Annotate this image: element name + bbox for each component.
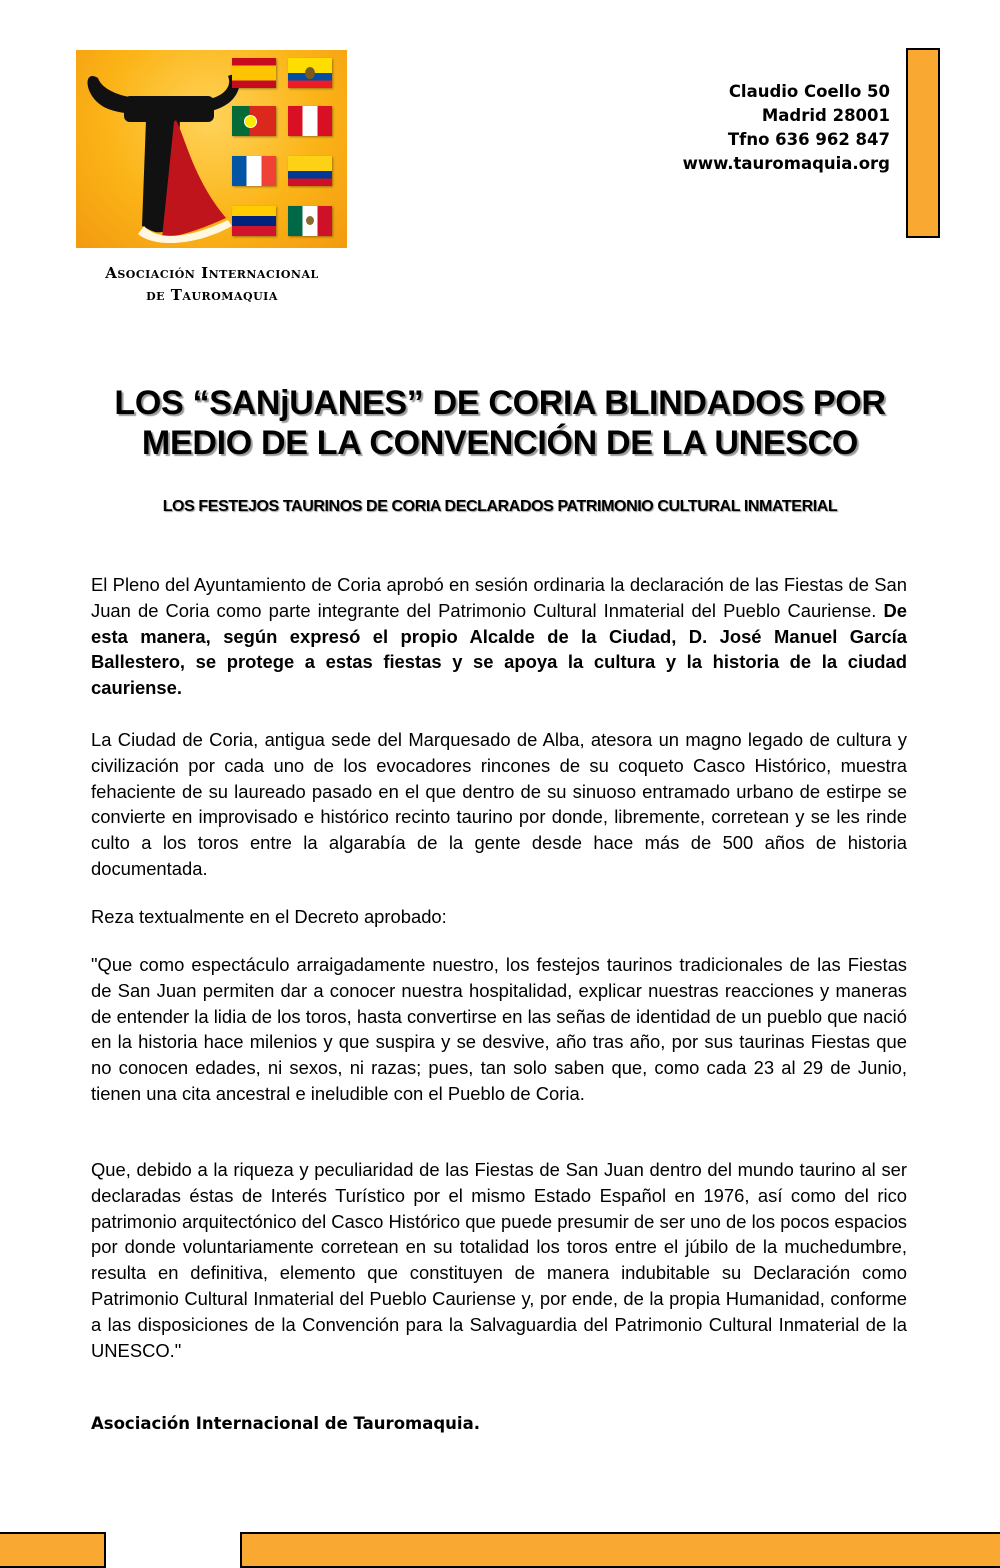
article-title-line1: LOS “SANjUANES” DE CORIA BLINDADOS POR	[114, 384, 886, 422]
organization-name-line2: de Tauromaquia	[146, 286, 278, 304]
contact-phone: Tfno 636 962 847	[727, 130, 890, 149]
article-title-line2: MEDIO DE LA CONVENCIÓN DE LA UNESCO	[141, 424, 859, 462]
france-flag-icon	[232, 156, 276, 186]
organization-name-line1: Asociación Internacional	[105, 264, 319, 282]
paragraph-3-text: Reza textualmente en el Decreto aprobado:	[91, 906, 447, 927]
organization-name	[52, 262, 372, 306]
decorative-side-bar	[906, 48, 940, 238]
footer-bar-left	[0, 1532, 106, 1568]
portugal-flag-icon	[232, 106, 276, 136]
paragraph-1-bold: De esta manera, según expresó el propio Alcalde de la Ciudad, D. José Manuel García Ballestero, se protege a estas fiestas y se apoya la cultura y la historia de la ciudad cauriense.	[91, 599, 907, 699]
contact-block	[683, 80, 890, 176]
contact-address: Claudio Coello 50	[728, 82, 890, 101]
paragraph-4-text: "Que como espectáculo arraigadamente nuestro, los festejos taurinos tradicionales de las Fiestas de San Juan permiten dar a conocer nuestra hospitalidad, explicar nuestras reacciones y maneras de entender la lidia de los toros, hasta convertirse en las señas de identidad de un pueblo que nació en la historia hace milenios y que suspira y se desvive, año tras año, por sus taurinas Fiestas que no conocen edades, ni sexos, ni razas; pues, tan solo saben que, como cada 23 al 29 de Junio, tienen una cita ancestral e ineludible con el Pueblo de Coria.	[91, 954, 907, 1104]
mexico-flag-icon	[288, 206, 332, 236]
peru-flag-icon	[288, 106, 332, 136]
paragraph-5-text: Que, debido a la riqueza y peculiaridad de las Fiestas de San Juan dentro del mundo taurino al ser declaradas éstas de Interés Turístico por el mismo Estado Español en 1976, así como del rico patrimonio arquitectónico del Casco Histórico que puede presumir de ser uno de los pocos espacios por donde voluntariamente corretean en su totalidad los toros entre el júbilo de la muchedumbre, resulta en definitiva, elemento que constituyen de manera indubitable su Declaración como Patrimonio Cultural Inmaterial del Pueblo Cauriense y, por ende, de la propia Humanidad, conforme a las disposiciones de la Convención para la Salvaguardia del Patrimonio Cultural Inmaterial de la UNESCO."	[91, 1159, 907, 1361]
paragraph-4-quote	[91, 952, 907, 1107]
paragraph-1-plain: El Pleno del Ayuntamiento de Coria aprobó en sesión ordinaria la declaración de las Fiestas de San Juan de Coria como parte integrante del Patrimonio Cultural Inmaterial del Pueblo Cauriense.	[91, 574, 907, 621]
paragraph-3	[91, 904, 907, 930]
signature: Asociación Internacional de Tauromaquia.	[91, 1414, 480, 1433]
contact-website: www.tauromaquia.org	[682, 154, 890, 173]
colombia-flag-icon	[288, 156, 332, 186]
footer-bar-right	[240, 1532, 1000, 1568]
paragraph-2	[91, 727, 907, 882]
paragraph-1	[91, 572, 907, 701]
association-logo	[76, 50, 347, 248]
ecuador-flag-icon	[288, 58, 332, 88]
paragraph-5	[91, 1157, 907, 1363]
paragraph-2-text: La Ciudad de Coria, antigua sede del Marquesado de Alba, atesora un magno legado de cultura y civilización por cada uno de los evocadores rincones de su coqueto Casco Histórico, muestra fehaciente de su laureado pasado en el que dentro de su sinuoso entramado urbano de estirpe se convierte en improvisado e histórico recinto taurino por donde, libremente, corretean y se les rinde culto a los toros entre la algarabía de la gente desde hace más de 500 años de historia documentada.	[91, 729, 907, 879]
article-title	[60, 383, 940, 463]
contact-city: Madrid 28001	[761, 106, 890, 125]
spain-flag-icon	[232, 58, 276, 88]
venezuela-flag-icon	[232, 206, 276, 236]
article-subtitle: LOS FESTEJOS TAURINOS DE CORIA DECLARADOS PATRIMONIO CULTURAL INMATERIAL	[162, 498, 838, 515]
